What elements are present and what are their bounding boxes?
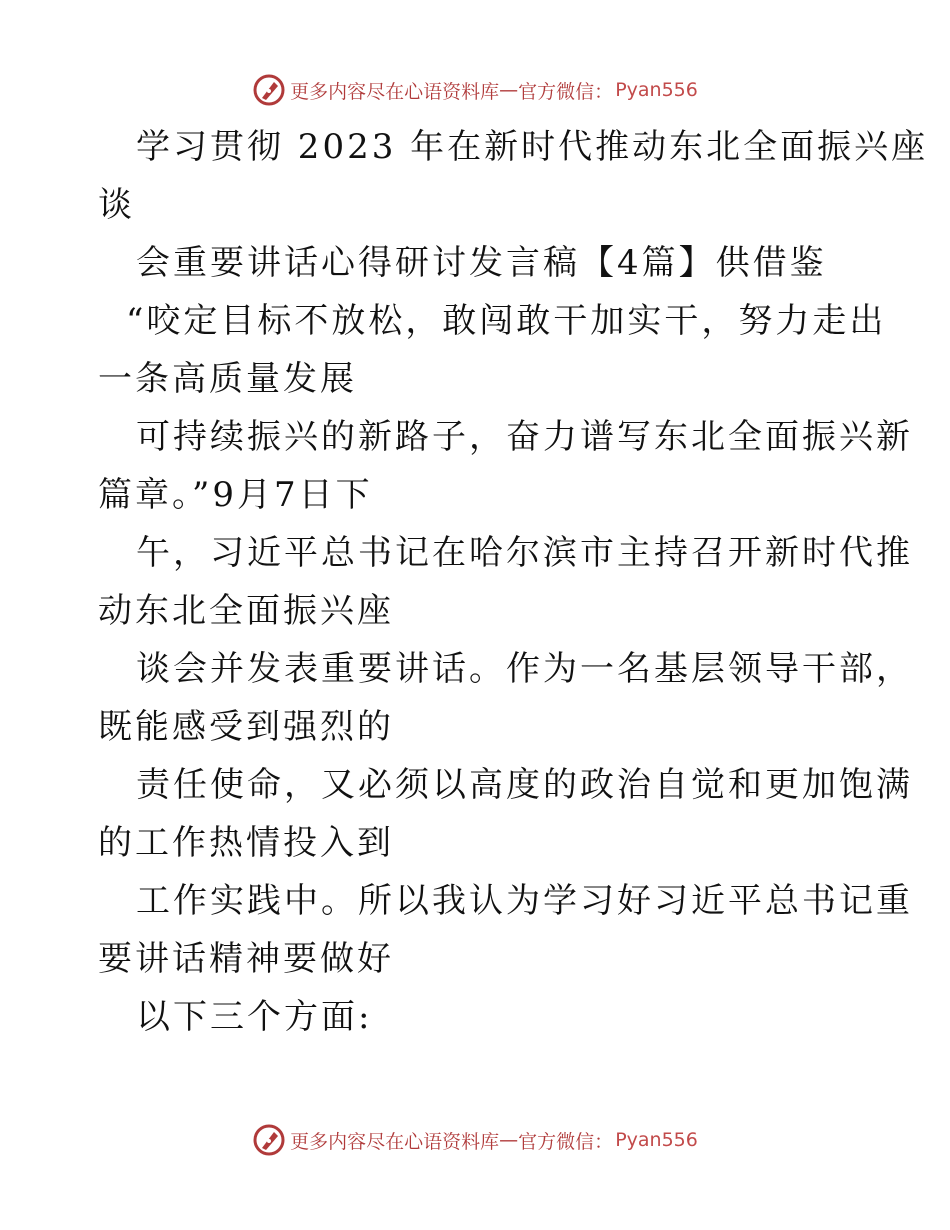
title-line-2: 谈	[98, 185, 135, 225]
paragraph-line: 工作实践中。所以我认为学习好习近平总书记重	[136, 881, 913, 921]
paragraph-line: 篇章。”9月7日下	[98, 475, 373, 515]
watermark-wechat-label: 官方微信：	[518, 1130, 614, 1153]
title-line-3: 会重要讲话心得研讨发言稿【4篇】供借鉴	[136, 243, 827, 283]
pen-nib-circle-icon	[252, 73, 286, 107]
watermark-header	[0, 70, 950, 110]
paragraph-line: 的工作热情投入到	[98, 823, 394, 863]
paragraph-line: 动东北全面振兴座	[98, 591, 394, 631]
title-line-1: 学习贯彻 2023 年在新时代推动东北全面振兴座	[136, 127, 929, 167]
watermark-wechat-id: Pyan556	[615, 79, 698, 101]
paragraph-line: 以下三个方面:	[136, 997, 373, 1037]
watermark-wechat-label: 官方微信：	[518, 80, 614, 103]
watermark-separator: —	[499, 79, 519, 101]
watermark-text: 更多内容尽在心语资料库	[290, 80, 500, 103]
watermark-separator: —	[499, 1129, 519, 1151]
paragraph-line: 要讲话精神要做好	[98, 939, 394, 979]
watermark-wechat-id: Pyan556	[615, 1129, 698, 1151]
paragraph-line: 可持续振兴的新路子，奋力谱写东北全面振兴新	[136, 417, 913, 457]
document-body	[98, 118, 929, 1046]
pen-nib-circle-icon	[252, 1123, 286, 1157]
paragraph-line: 责任使命，又必须以高度的政治自觉和更加饱满	[136, 765, 913, 805]
paragraph-line: 既能感受到强烈的	[98, 707, 394, 747]
paragraph-line: 一条高质量发展	[98, 359, 357, 399]
watermark-footer	[0, 1120, 950, 1160]
watermark-text: 更多内容尽在心语资料库	[290, 1130, 500, 1153]
paragraph-line: 午，习近平总书记在哈尔滨市主持召开新时代推	[136, 533, 913, 573]
paragraph-line: “咬定目标不放松，敢闯敢干加实干，努力走出	[126, 301, 887, 341]
paragraph-line: 谈会并发表重要讲话。作为一名基层领导干部，	[136, 649, 913, 689]
